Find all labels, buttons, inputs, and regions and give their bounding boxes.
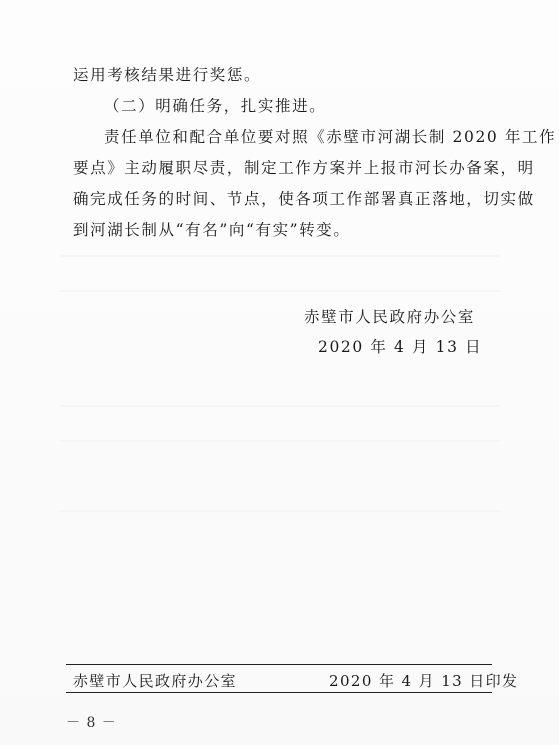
signature-org: 赤壁市人民政府办公室 [304,308,476,326]
section-heading: （二）明确任务，扎实推进。 [104,97,327,115]
footer-top-rule [66,664,492,665]
signature-date: 2020 年 4 月 13 日 [318,338,483,356]
body-line-5: 确完成任务的时间、节点，使各项工作部署真正落地，切实做 [73,190,535,208]
footer-bottom-rule [66,692,492,693]
page-number: － 8 － [66,715,117,731]
footer-issuer: 赤壁市人民政府办公室 [73,672,238,690]
body-line-6: 到河湖长制从“有名”向“有实”转变。 [73,221,351,239]
body-line-4: 要点》主动履职尽责，制定工作方案并上报市河长办备案，明 [73,159,535,177]
footer-print-date: 2020 年 4 月 13 日印发 [329,672,519,690]
bleed-through-line [60,255,500,257]
bleed-through-line [60,440,500,442]
bleed-through-line [60,290,500,292]
bleed-through-line [60,405,500,407]
body-line-1: 运用考核结果进行奖惩。 [73,66,262,84]
bleed-through-line [60,510,500,512]
body-line-3: 责任单位和配合单位要对照《赤壁市河湖长制 2020 年工作 [104,128,557,146]
